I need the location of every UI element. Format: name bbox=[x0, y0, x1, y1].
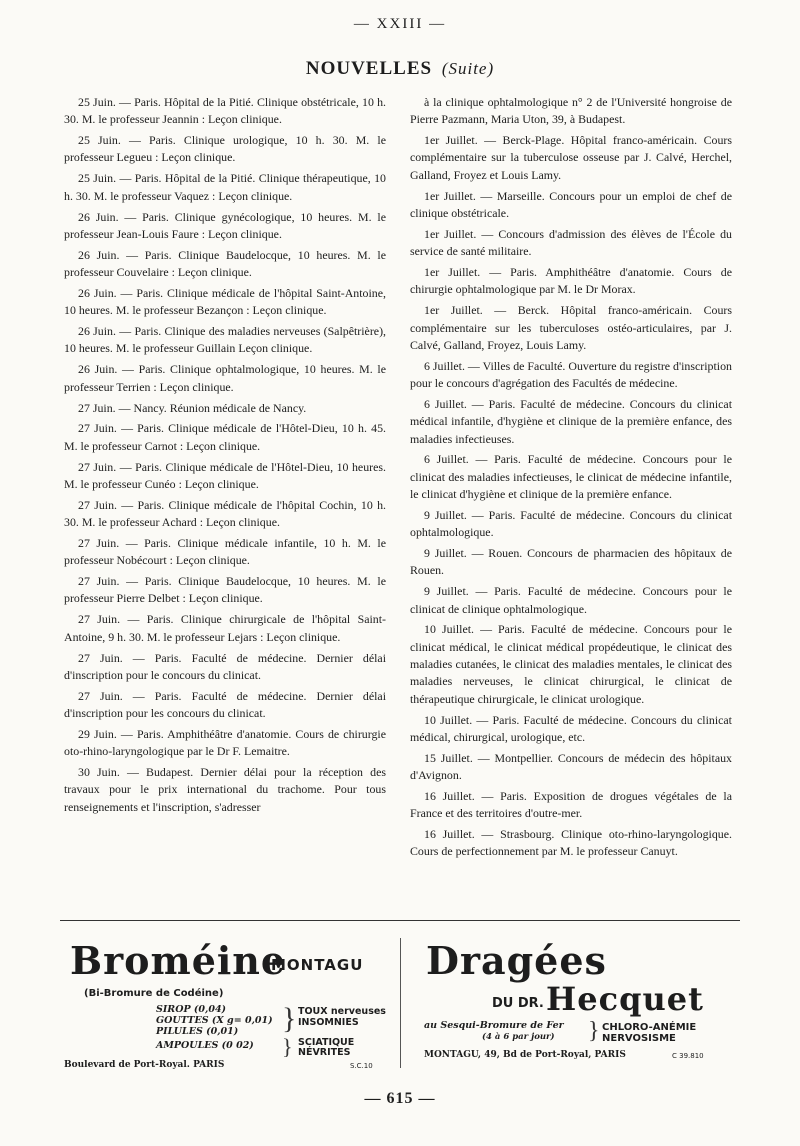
news-entry: 27 Juin. — Paris. Clinique médicale de l'Hôtel-Dieu, 10 heures. M. le professeur Cunéo : Leçon clinique. bbox=[64, 459, 386, 491]
dragees-du-dr: DU DR. bbox=[492, 996, 544, 1011]
left-column bbox=[64, 94, 386, 820]
news-entry: 27 Juin. — Paris. Clinique médicale infantile, 10 h. M. le professeur Nobécourt : Leçon clinique. bbox=[64, 535, 386, 568]
roman-page-header: — XXIII — bbox=[353, 16, 447, 32]
news-entry: 27 Juin. — Paris. Clinique chirurgicale de l'hôpital Saint-Antoine, 9 h. 30. M. le professeur Lejars : Leçon clinique. bbox=[64, 612, 386, 644]
dragees-dose: (4 à 6 par jour) bbox=[482, 1032, 555, 1042]
news-entry: 29 Juin. — Paris. Amphithéâtre d'anatomie. Cours de chirurgie oto-rhino-laryngologique par le Dr F. Lemaitre. bbox=[64, 726, 386, 759]
news-entry: 26 Juin. — Paris. Clinique médicale de l'hôpital Saint-Antoine, 10 heures. M. le professeur Bezançon : Leçon clinique. bbox=[64, 285, 386, 318]
dragees-ind-chloro: CHLORO-ANÉMIE bbox=[602, 1022, 697, 1033]
news-entry: 6 Juillet. — Paris. Faculté de médecine. Concours du clinicat médical infantile, d'hygiène et clinique de la première enfance, des maladies infectieuses. bbox=[410, 396, 732, 446]
news-entry: 16 Juillet. — Paris. Exposition de drogues végétales de la France et des territoires d'outre-mer. bbox=[410, 788, 732, 821]
news-entry: 1er Juillet. — Marseille. Concours pour un emploi de chef de clinique obstétricale. bbox=[410, 188, 732, 220]
news-entry: 6 Juillet. — Villes de Faculté. Ouverture du registre d'inscription pour le concours d'agrégation des Facultés de médecine. bbox=[410, 358, 732, 391]
brace-icon: } bbox=[282, 1002, 297, 1035]
news-entry: 27 Juin. — Paris. Faculté de médecine. Dernier délai d'inscription pour les concours du clinicat. bbox=[64, 688, 386, 720]
news-entry: 25 Juin. — Paris. Hôpital de la Pitié. Clinique thérapeutique, 10 h. 30. M. le professeur Vaquez : Leçon clinique. bbox=[64, 171, 386, 203]
bromeine-ampoules: AMPOULES (0 02) bbox=[156, 1040, 254, 1051]
page-number: — 615 — bbox=[364, 1090, 436, 1107]
bromeine-ind-sciatique: SCIATIQUE bbox=[298, 1037, 355, 1048]
ad-separator-rule bbox=[60, 920, 740, 921]
title-text: NOUVELLES bbox=[305, 58, 433, 79]
bromeine-forms bbox=[156, 1004, 273, 1037]
brace-icon: } bbox=[282, 1034, 293, 1059]
dragees-code: C 39.810 bbox=[672, 1052, 704, 1060]
brace-icon: } bbox=[588, 1018, 600, 1044]
news-entry: 25 Juin. — Paris. Clinique urologique, 10 h. 30. M. le professeur Legueu : Leçon clinique. bbox=[64, 133, 386, 165]
news-entry: 27 Juin. — Nancy. Réunion médicale de Nancy. bbox=[78, 400, 307, 415]
dragees-sesquibromure: au Sesqui-Bromure de Fer bbox=[424, 1020, 564, 1031]
news-entry: 10 Juillet. — Paris. Faculté de médecine. Concours pour le clinicat médical, le clinicat médical propédeutique, le clinicat des maladies cutanées, le clinicat des maladies mentales, le clinicat des maladies nerveuses, le clinicat chirurgical, le clinicat de thérapeutique chirurgicale, le clinicat urologique. bbox=[410, 622, 732, 706]
right-column bbox=[410, 94, 732, 864]
news-entry: 1er Juillet. — Berck-Plage. Hôpital franco-américain. Cours complémentaire sur la tuberculose osseuse par J. Calvé, Herchel, Galland, Froyez et Louis Lamy. bbox=[410, 133, 732, 182]
news-entry: 9 Juillet. — Paris. Faculté de médecine. Concours pour le clinicat de clinique ophtalmologique. bbox=[410, 584, 732, 616]
news-entry: 9 Juillet. — Rouen. Concours de pharmacien des hôpitaux de Rouen. bbox=[410, 546, 732, 578]
bromeine-form-sirop: SIROP (0,04) bbox=[156, 1004, 227, 1015]
news-entry: 26 Juin. — Paris. Clinique Baudelocque, 10 heures. M. le professeur Couvelaire : Leçon clinique. bbox=[64, 247, 386, 280]
bromeine-code: S.C.10 bbox=[350, 1062, 373, 1070]
news-entry: 16 Juillet. — Strasbourg. Clinique oto-rhino-laryngologique. Cours de perfectionnement par M. le professeur Canuyt. bbox=[410, 827, 732, 859]
news-entry: 27 Juin. — Paris. Clinique médicale de l'Hôtel-Dieu, 10 h. 45. M. le professeur Carnot : Leçon clinique. bbox=[64, 421, 386, 453]
news-entry: 26 Juin. — Paris. Clinique gynécologique, 10 heures. M. le professeur Jean-Louis Faure : Leçon clinique. bbox=[64, 209, 386, 241]
news-entry: à la clinique ophtalmologique n° 2 de l'Université hongroise de Pierre Pazmann, Maria Uton, 39, à Budapest. bbox=[410, 95, 732, 127]
news-entry: 1er Juillet. — Berck. Hôpital franco-américain. Cours complémentaire sur les tuberculoses ostéo-articulaires, par J. Calvé, Galland, Froyez, Louis Lamy. bbox=[410, 303, 732, 352]
ad-vertical-divider bbox=[400, 938, 401, 1068]
dragees-ind-nervosisme: NERVOSISME bbox=[602, 1033, 676, 1044]
bromeine-form-gouttes: GOUTTES (X g= 0,01) bbox=[156, 1015, 273, 1026]
news-entry: 1er Juillet. — Paris. Amphithéâtre d'anatomie. Cours de chirurgie ophtalmologique par M. le Dr Morax. bbox=[410, 265, 732, 297]
dragees-address: MONTAGU, 49, Bd de Port-Royal, PARIS bbox=[424, 1050, 626, 1060]
bromeine-ind-insomnies: INSOMNIES bbox=[298, 1017, 359, 1028]
bromeine-ind-nevrites: NÉVRITES bbox=[298, 1047, 351, 1058]
bromeine-brand: MONTAGU bbox=[271, 956, 364, 974]
news-entry: 27 Juin. — Paris. Faculté de médecine. Dernier délai d'inscription pour le concours du clinicat. bbox=[64, 650, 386, 682]
news-entry: 10 Juillet. — Paris. Faculté de médecine. Concours du clinicat médical, chirurgical, urologique, etc. bbox=[410, 712, 732, 744]
news-entry: 26 Juin. — Paris. Clinique des maladies nerveuses (Salpêtrière), 10 heures. M. le professeur Guillain Leçon clinique. bbox=[64, 324, 386, 356]
dragees-indications bbox=[602, 1022, 696, 1044]
news-entry: 6 Juillet. — Paris. Faculté de médecine. Concours pour le clinicat des maladies infectieuses, le clinicat de médecine infantile, le clinicat d'hygiène et clinique de la première enfance. bbox=[410, 452, 732, 501]
section-title bbox=[0, 58, 800, 80]
news-entry: 1er Juillet. — Concours d'admission des élèves de l'École du service de santé militaire. bbox=[410, 226, 732, 259]
news-entry: 15 Juillet. — Montpellier. Concours de médecin des hôpitaux d'Avignon. bbox=[410, 750, 732, 782]
dragees-advertisement bbox=[420, 938, 750, 1078]
news-entry: 30 Juin. — Budapest. Dernier délai pour la réception des travaux pour le prix international du trachome. Pour tous renseignements et l'inscription, s'adresser bbox=[64, 765, 386, 814]
news-entry: 27 Juin. — Paris. Clinique médicale de l'hôpital Cochin, 10 h. 30. M. le professeur Achard : Leçon clinique. bbox=[64, 497, 386, 530]
bromeine-ind-toux: TOUX nerveuses bbox=[298, 1006, 386, 1017]
news-entry: 26 Juin. — Paris. Clinique ophtalmologique, 10 heures. M. le professeur Terrien : Leçon clinique. bbox=[64, 362, 386, 394]
bromeine-name: Broméine bbox=[70, 938, 287, 983]
bromeine-subtitle: (Bi-Bromure de Codéine) bbox=[84, 988, 224, 999]
news-entry: 25 Juin. — Paris. Hôpital de la Pitié. Clinique obstétricale, 10 h. 30. M. le professeur Jeannin : Leçon clinique. bbox=[64, 95, 386, 127]
dragees-hecquet: Hecquet bbox=[546, 980, 704, 1018]
bromeine-advertisement bbox=[64, 938, 394, 1078]
bromeine-address: Boulevard de Port-Royal. PARIS bbox=[64, 1060, 225, 1070]
title-suite: (Suite) bbox=[441, 59, 495, 78]
dragees-name: Dragées bbox=[426, 938, 607, 983]
bromeine-indications-2 bbox=[298, 1038, 354, 1058]
bromeine-indications bbox=[298, 1006, 386, 1028]
news-entry: 27 Juin. — Paris. Clinique Baudelocque, 10 heures. M. le professeur Pierre Delbet : Leçon clinique. bbox=[64, 574, 386, 606]
news-entry: 9 Juillet. — Paris. Faculté de médecine. Concours du clinicat ophtalmologique. bbox=[410, 507, 732, 540]
bromeine-form-pilules: PILULES (0,01) bbox=[156, 1026, 239, 1037]
